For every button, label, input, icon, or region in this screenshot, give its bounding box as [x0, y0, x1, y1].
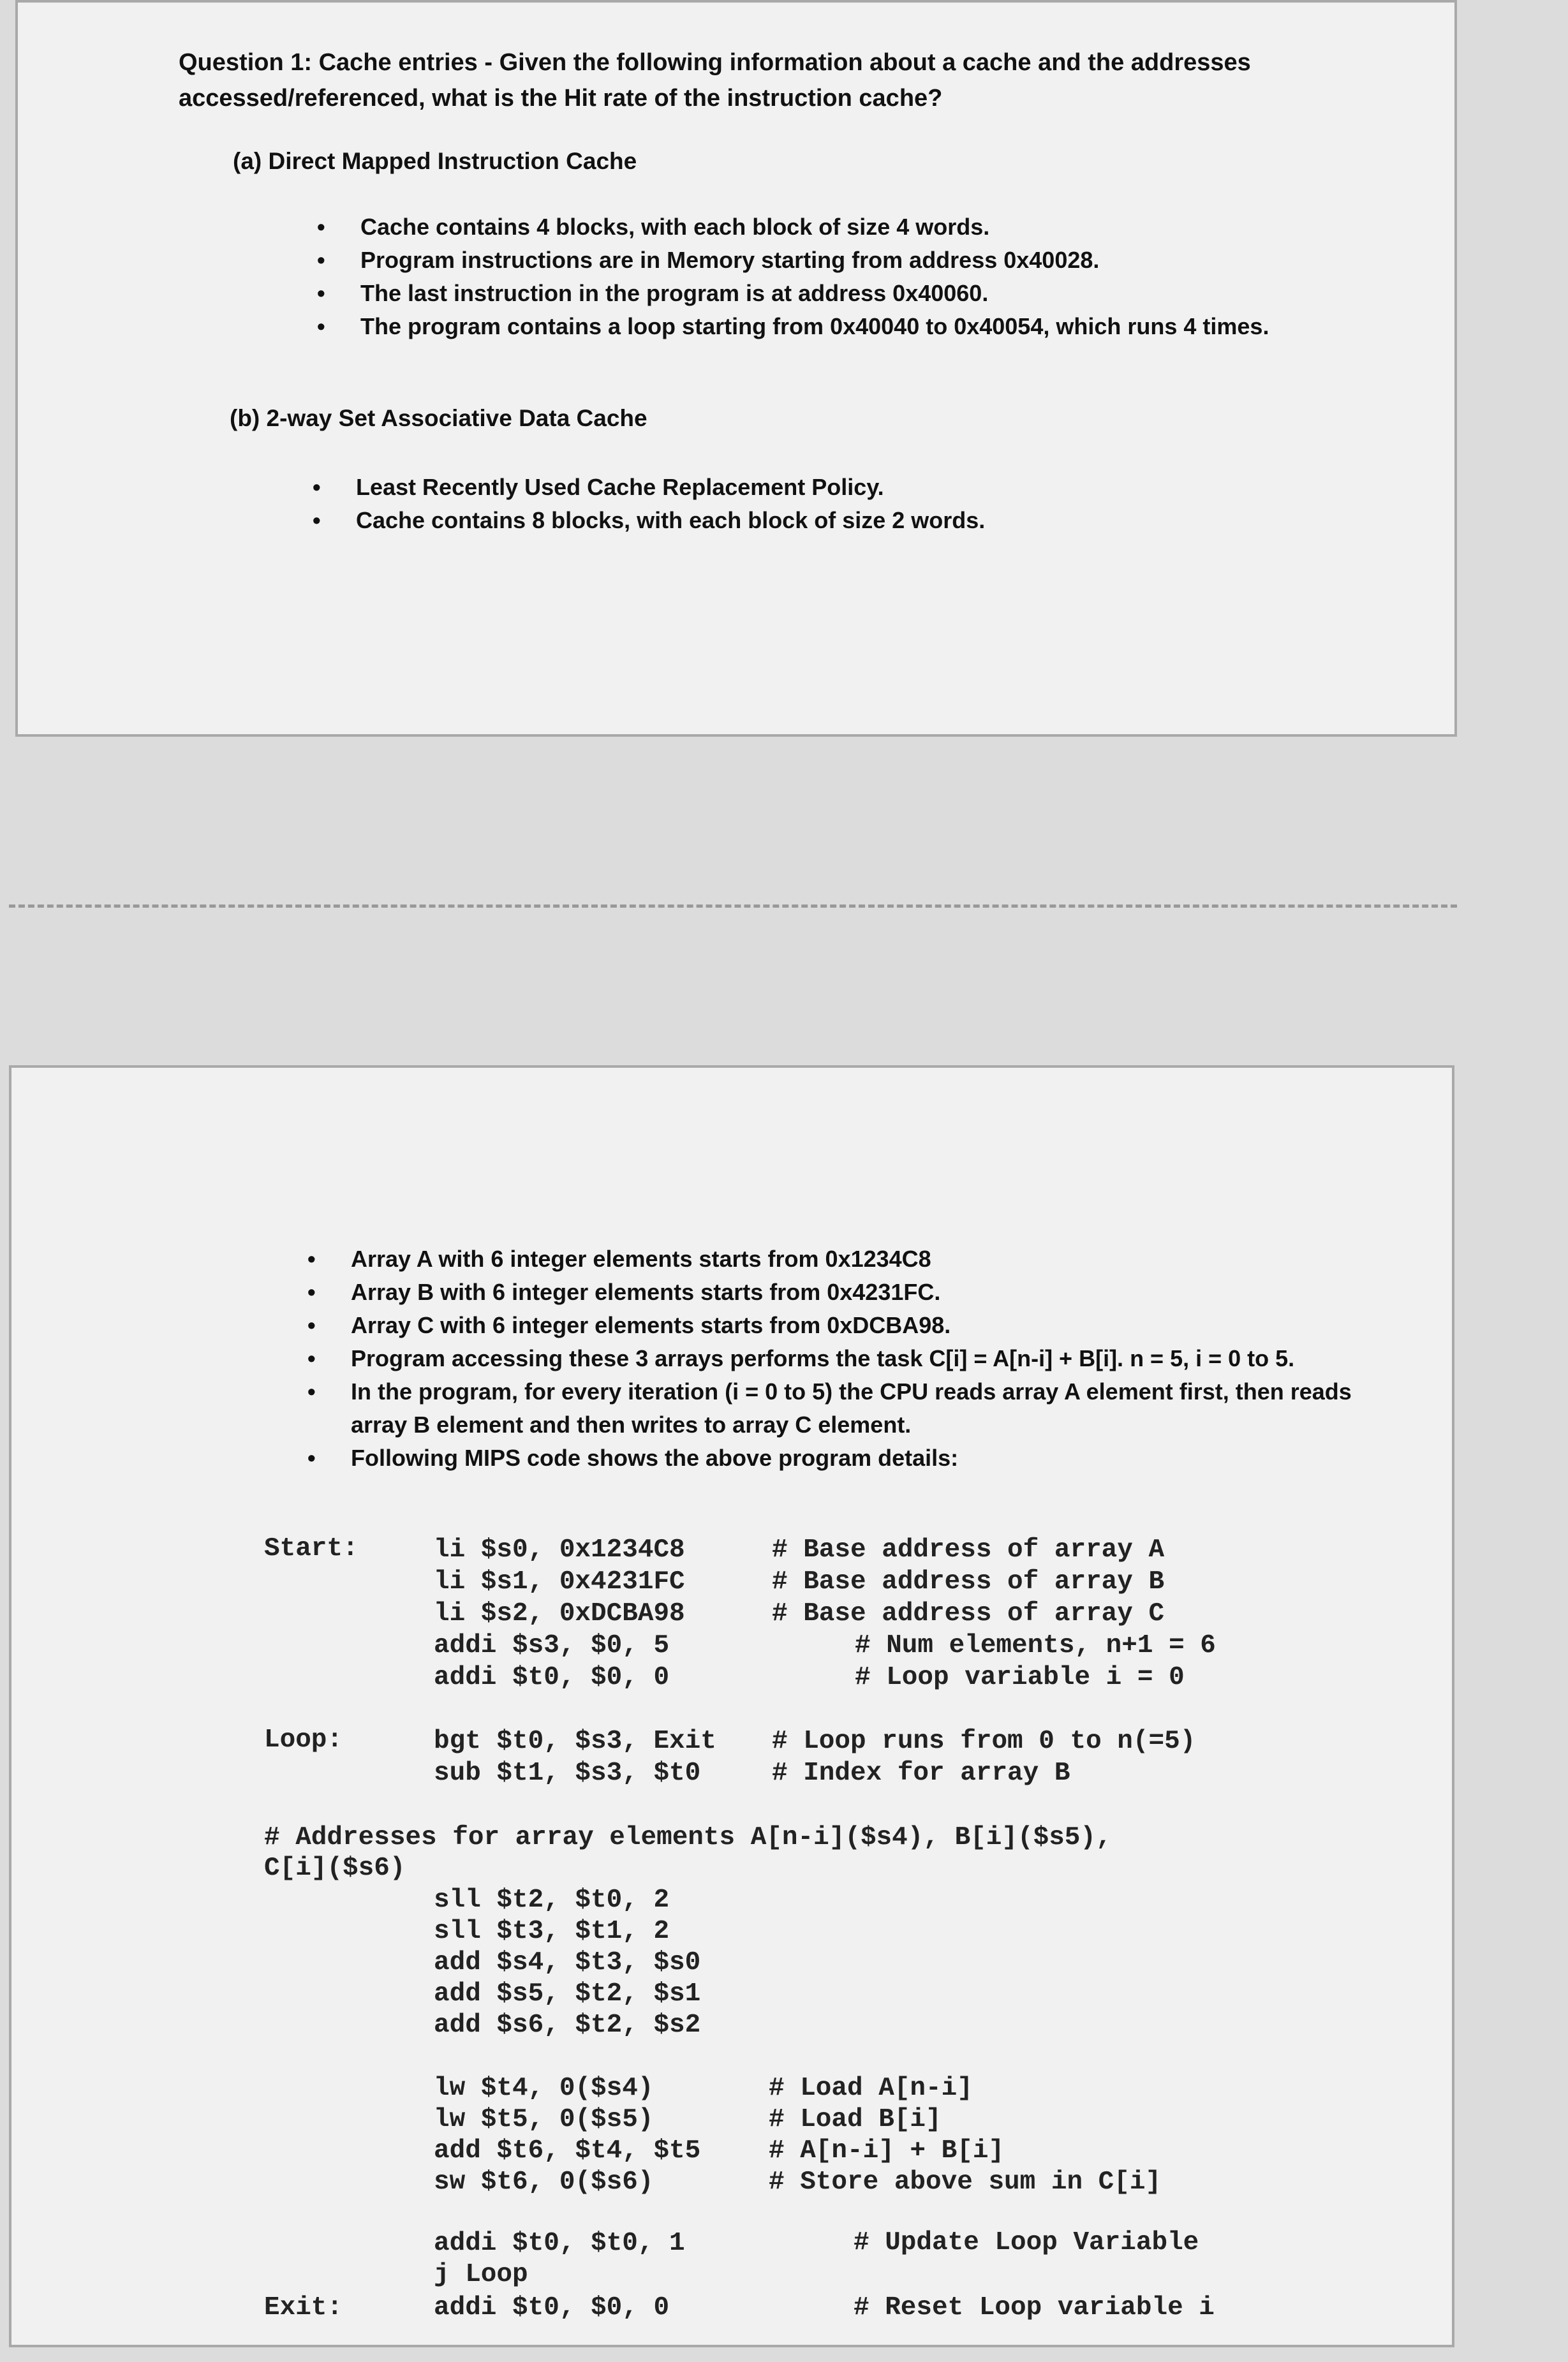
list-item: • Cache contains 8 blocks, with each block of size 2 words.	[313, 507, 986, 533]
list-item: • The program contains a loop starting from 0x40040 to 0x40054, which runs 4 times.	[317, 313, 1269, 339]
list-item: • Array C with 6 integer elements starts from 0xDCBA98.	[307, 1312, 951, 1338]
list-item: • In the program, for every iteration (i = 0 to 5) the CPU reads array A element first, then reads array B element and then writes to array C element.	[307, 1378, 1352, 1438]
start-instructions: li $s0, 0x1234C8 li $s1, 0x4231FC li $s2, 0xDCBA98 addi $s3, $0, 5 addi $t0, $0, 0	[434, 1535, 685, 1692]
part-a-heading: (a) Direct Mapped Instruction Cache	[233, 148, 637, 174]
page-divider	[9, 904, 1457, 908]
list-item: • Array B with 6 integer elements starts from 0x4231FC.	[307, 1279, 941, 1305]
list-item: • Program accessing these 3 arrays performs the task C[i] = A[n-i] + B[i]. n = 5, i = 0 to 5.	[307, 1345, 1295, 1371]
question-title: Question 1: Cache entries - Given the following information about a cache and the addresses accessed/referenced, what is the Hit rate of the instruction cache?	[179, 49, 1251, 112]
list-item: • Array A with 6 integer elements starts from 0x1234C8	[307, 1246, 931, 1272]
list-item: • Cache contains 4 blocks, with each block of size 4 words.	[317, 214, 990, 240]
label-start: Start:	[264, 1534, 359, 1563]
exit-instruction: addi $t0, $0, 0	[434, 2293, 670, 2322]
list-item: • The last instruction in the program is at address 0x40060.	[317, 280, 989, 306]
exit-comment: # Reset Loop variable i	[854, 2293, 1215, 2322]
part-b-list	[313, 471, 986, 537]
list-item: • Least Recently Used Cache Replacement Policy.	[313, 474, 884, 500]
loop-comments: # Loop runs from 0 to n(=5) # Index for array B	[772, 1727, 1196, 1788]
update-comment: # Update Loop Variable	[854, 2228, 1199, 2257]
start-comments: # Base address of array A # Base address of array B # Base address of array C # Num elements, n+1 = 6 # Loop variable i = 0	[772, 1535, 1216, 1692]
update-instructions: addi $t0, $t0, 1 j Loop	[434, 2229, 685, 2289]
label-loop: Loop:	[264, 1725, 343, 1755]
part-a-list	[317, 210, 1269, 343]
array-info-list	[307, 1243, 1397, 1475]
list-item: • Program instructions are in Memory starting from address 0x40028.	[317, 247, 1100, 273]
address-instructions: sll $t2, $t0, 2 sll $t3, $t1, 2 add $s4, $t3, $s0 add $s5, $t2, $s1 add $s6, $t2, $s2	[434, 1886, 701, 2040]
part-b-heading: (b) 2-way Set Associative Data Cache	[230, 405, 647, 431]
memory-instructions: lw $t4, 0($s4) lw $t5, 0($s5) add $t6, $t4, $t5 sw $t6, 0($s6)	[434, 2074, 701, 2197]
loop-instructions: bgt $t0, $s3, Exit sub $t1, $s3, $t0	[434, 1727, 716, 1788]
address-comment: # Addresses for array elements A[n-i]($s4), B[i]($s5), C[i]($s6)	[264, 1823, 1112, 1883]
list-item: • Following MIPS code shows the above program details:	[307, 1445, 959, 1471]
label-exit: Exit:	[264, 2293, 343, 2322]
memory-comments: # Load A[n-i] # Load B[i] # A[n-i] + B[i] # Store above sum in C[i]	[769, 2074, 1162, 2197]
